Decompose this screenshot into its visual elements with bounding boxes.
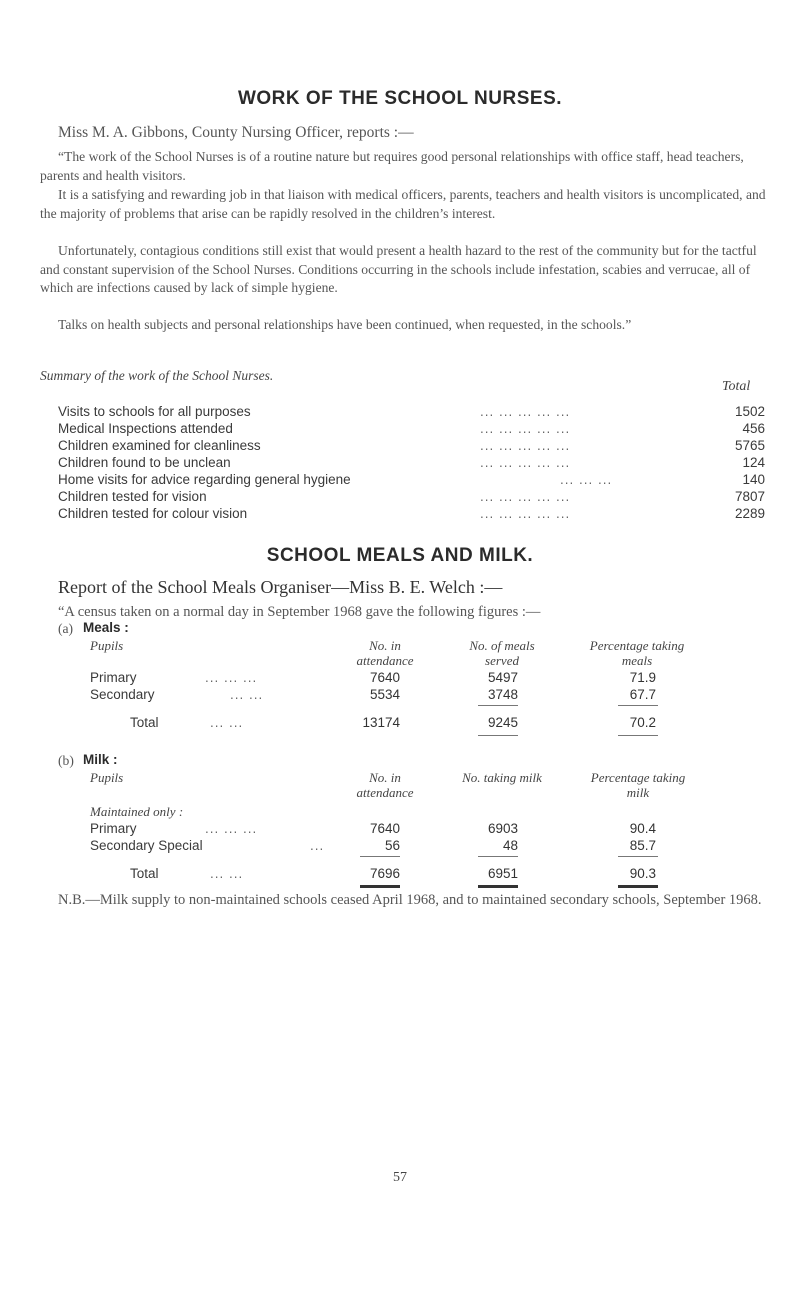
nurses-section-title: WORK OF THE SCHOOL NURSES.	[237, 88, 563, 109]
row-label: Secondary	[90, 687, 155, 702]
leader-dots: ... ... ... ... ...	[480, 404, 571, 419]
meals-header-served: No. of meals served	[469, 638, 535, 668]
summary-row-value: 5765	[734, 438, 765, 453]
meals-census-line: “A census taken on a normal day in September 1968 gave the following figures :—	[58, 604, 541, 620]
milk-header-attendance: No. in attendance	[356, 770, 414, 800]
cell-percent: 67.7	[629, 687, 656, 702]
leader-dots: ... ... ...	[205, 821, 258, 836]
section-b-marker: (b)	[58, 753, 74, 768]
summary-row-label: Home visits for advice regarding general hygiene	[58, 472, 351, 487]
summary-row-label: Children tested for colour vision	[58, 506, 248, 521]
section-a-marker: (a)	[58, 621, 74, 636]
cell-served: 3748	[487, 687, 518, 702]
summary-row-label: Children tested for vision	[58, 489, 207, 504]
subtotal-rule	[478, 705, 518, 706]
cell-percent: 71.9	[629, 670, 656, 685]
row-label: Primary	[90, 821, 137, 836]
meals-section-title: SCHOOL MEALS AND MILK.	[266, 545, 534, 566]
cell-percent: 85.7	[629, 838, 656, 853]
cell-attendance: 7640	[369, 821, 400, 836]
summary-row-label: Children found to be unclean	[58, 455, 231, 470]
milk-subheading: Maintained only :	[90, 804, 184, 819]
cell-attendance: 5534	[369, 687, 400, 702]
total-rule	[618, 735, 658, 736]
summary-row-value: 124	[742, 455, 765, 470]
cell-served: 5497	[487, 670, 518, 685]
leader-dots: ... ... ... ... ...	[480, 421, 571, 436]
leader-dots: ...	[310, 838, 325, 853]
leader-dots: ... ...	[210, 715, 244, 730]
total-percent: 70.2	[629, 715, 656, 730]
cell-taking: 6903	[487, 821, 518, 836]
summary-title: Summary of the work of the School Nurses.	[40, 368, 274, 383]
total-percent: 90.3	[629, 866, 656, 881]
cell-attendance: 7640	[369, 670, 400, 685]
leader-dots: ... ... ... ... ...	[480, 506, 571, 521]
milk-header-pupils: Pupils	[90, 770, 124, 785]
nurses-paragraph-3: Unfortunately, contagious conditions still exist that would present a health hazard to the rest of the community but for the tactful and constant supervision of the School Nurses. Conditions occurring in the schools include infestation, scabies and verrucae, all of which are infections caused by lack of simple hygiene.	[40, 243, 757, 296]
total-attendance: 13174	[362, 715, 400, 730]
meals-header-pupils: Pupils	[90, 638, 124, 653]
meals-report-line: Report of the School Meals Organiser—Miss B. E. Welch :—	[58, 577, 503, 597]
subtotal-rule	[618, 705, 658, 706]
summary-row-value: 7807	[734, 489, 765, 504]
meals-header-percentage: Percentage taking meals	[589, 638, 685, 668]
cell-percent: 90.4	[629, 821, 656, 836]
leader-dots: ... ... ...	[560, 472, 613, 487]
summary-row-value: 2289	[734, 506, 765, 521]
total-rule	[478, 735, 518, 736]
milk-header-taking: No. taking milk	[462, 770, 542, 785]
leader-dots: ... ...	[230, 687, 264, 702]
nurses-paragraph-2: It is a satisfying and rewarding job in that liaison with medical officers, parents, teachers and health visitors is uncomplicated, and the majority of problems that arise can be rapidly resolved in the children’s interest.	[40, 187, 766, 221]
leader-dots: ... ... ... ... ...	[480, 455, 571, 470]
subtotal-rule	[360, 856, 400, 857]
total-label: Total	[130, 866, 159, 881]
summary-row-label: Children examined for cleanliness	[58, 438, 261, 453]
page-number: 57	[393, 1170, 407, 1185]
subtotal-rule	[478, 856, 518, 857]
section-b-label: Milk :	[83, 752, 118, 767]
summary-row-label: Medical Inspections attended	[58, 421, 233, 436]
total-attendance: 7696	[369, 866, 400, 881]
total-rule	[478, 885, 518, 888]
total-rule	[618, 885, 658, 888]
section-a-label: Meals :	[83, 620, 129, 635]
leader-dots: ... ...	[210, 866, 244, 881]
total-rule	[360, 885, 400, 888]
nurses-intro: Miss M. A. Gibbons, County Nursing Officer, reports :—	[58, 124, 414, 141]
leader-dots: ... ... ... ... ...	[480, 489, 571, 504]
summary-total-header: Total	[722, 379, 751, 394]
meals-header-attendance: No. in attendance	[356, 638, 414, 668]
total-served: 9245	[487, 715, 518, 730]
milk-note-text: N.B.—Milk supply to non-maintained schools ceased April 1968, and to maintained secondary schools, September 1968.	[58, 892, 762, 908]
milk-header-percentage: Percentage taking milk	[590, 770, 686, 800]
leader-dots: ... ... ... ... ...	[480, 438, 571, 453]
cell-taking: 48	[502, 838, 518, 853]
total-taking: 6951	[487, 866, 518, 881]
milk-note	[58, 892, 770, 909]
total-label: Total	[130, 715, 159, 730]
row-label: Secondary Special	[90, 838, 203, 853]
summary-row-value: 456	[742, 421, 765, 436]
nurses-paragraph-4: Talks on health subjects and personal relationships have been continued, when requested, in the schools.”	[58, 317, 632, 332]
nurses-paragraph-1: “The work of the School Nurses is of a routine nature but requires good personal relationships with office staff, head teachers, parents and health visitors.	[40, 149, 744, 183]
summary-row-value: 1502	[734, 404, 765, 419]
cell-attendance: 56	[384, 838, 400, 853]
subtotal-rule	[618, 856, 658, 857]
summary-row-label: Visits to schools for all purposes	[58, 404, 251, 419]
summary-row-value: 140	[742, 472, 765, 487]
row-label: Primary	[90, 670, 137, 685]
leader-dots: ... ... ...	[205, 670, 258, 685]
